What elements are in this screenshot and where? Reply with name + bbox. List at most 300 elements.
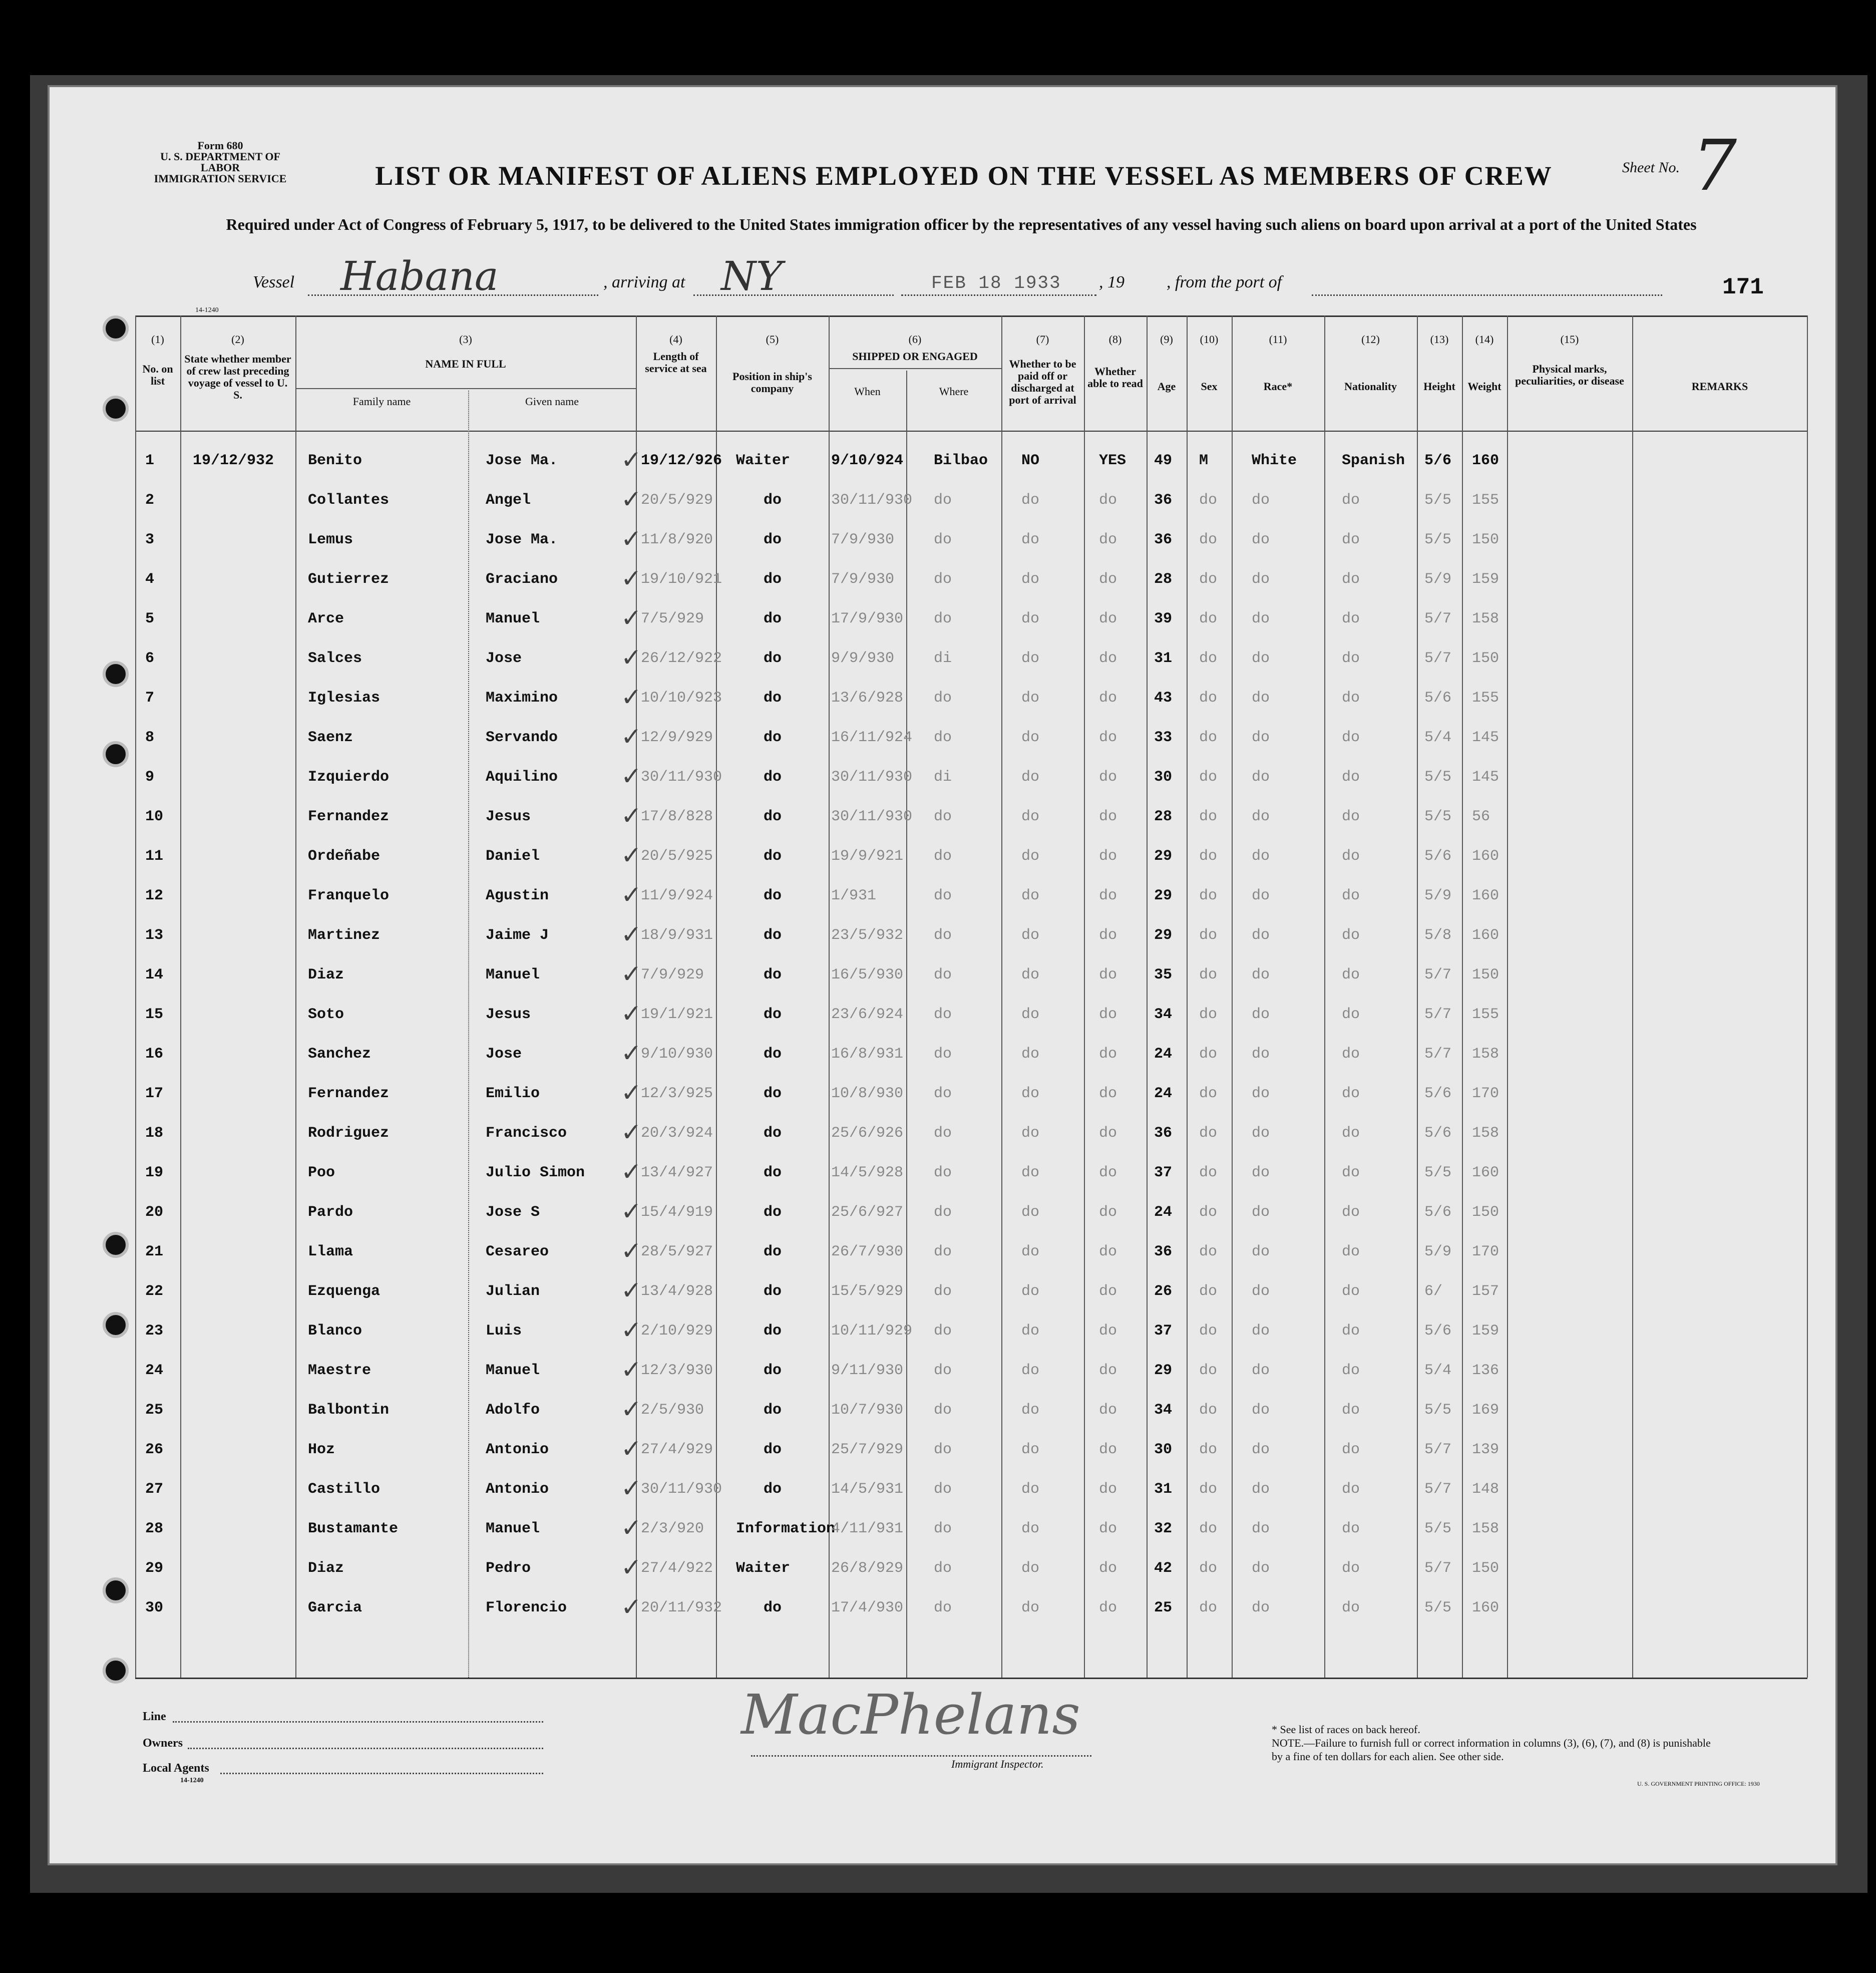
- weight: 150: [1472, 531, 1499, 548]
- nationality: do: [1342, 492, 1360, 509]
- height: 5/6: [1424, 1323, 1452, 1340]
- punch-hole-icon: [103, 1577, 129, 1603]
- table-row: [135, 601, 1807, 641]
- vessel-label: Vessel: [253, 273, 295, 291]
- shipped-where: di: [934, 650, 952, 667]
- paid-off: do: [1021, 1599, 1040, 1616]
- given-name: Adolfo: [486, 1402, 540, 1419]
- length-of-service: 9/10/930: [641, 1046, 713, 1063]
- age: 33: [1154, 729, 1173, 746]
- family-name: Martinez: [308, 927, 381, 944]
- race: do: [1252, 1243, 1270, 1260]
- position: Waiter: [736, 452, 791, 469]
- age: 24: [1154, 1046, 1173, 1063]
- checkmark-icon: ✓: [621, 1592, 642, 1621]
- table-row: [135, 1590, 1807, 1630]
- given-name: Francisco: [486, 1125, 567, 1142]
- col10-number: (10): [1200, 333, 1219, 346]
- family-name: Arce: [308, 610, 344, 627]
- family-name: Pardo: [308, 1204, 353, 1221]
- shipped-where: do: [934, 1283, 952, 1300]
- family-name-header: Family name: [352, 395, 411, 408]
- nationality: do: [1342, 610, 1360, 627]
- paid-off: do: [1021, 1560, 1040, 1577]
- race: do: [1252, 690, 1270, 707]
- weight: 136: [1472, 1362, 1499, 1379]
- nationality: do: [1342, 571, 1360, 588]
- family-name: Balbontin: [308, 1402, 390, 1419]
- row-number: 11: [145, 848, 164, 865]
- length-of-service: 26/12/922: [641, 650, 722, 667]
- height: 5/6: [1424, 1204, 1452, 1221]
- form-number: Form 680: [197, 139, 243, 152]
- given-name: Manuel: [486, 966, 540, 983]
- shipped-when: 17/4/930: [831, 1599, 904, 1616]
- checkmark-icon: ✓: [621, 1039, 642, 1068]
- given-name: Jaime J: [486, 927, 549, 944]
- height: 5/9: [1424, 887, 1452, 904]
- checkmark-icon: ✓: [621, 1513, 642, 1542]
- position: do: [764, 650, 782, 667]
- footnote: [1272, 1723, 1722, 1763]
- given-name: Antonio: [486, 1441, 549, 1458]
- height: 5/9: [1424, 1243, 1452, 1260]
- length-of-service: 19/12/926: [641, 452, 722, 469]
- shipped-when: 7/9/930: [831, 571, 895, 588]
- given-name: Graciano: [486, 571, 558, 588]
- row-number: 8: [145, 729, 155, 746]
- col9-header: Age: [1157, 380, 1176, 393]
- table-row: [135, 1116, 1807, 1155]
- row-number: 10: [145, 808, 164, 825]
- age: 43: [1154, 690, 1173, 707]
- able-to-read: do: [1099, 650, 1117, 667]
- position: do: [764, 1323, 782, 1340]
- shipped-when: 4/11/931: [831, 1520, 904, 1537]
- row-number: 2: [145, 492, 155, 509]
- able-to-read: do: [1099, 1599, 1117, 1616]
- able-to-read: do: [1099, 848, 1117, 865]
- row-number: 14: [145, 966, 164, 983]
- given-name: Emilio: [486, 1085, 540, 1102]
- nationality: do: [1342, 1323, 1360, 1340]
- height: 5/7: [1424, 650, 1452, 667]
- nationality: do: [1342, 1085, 1360, 1102]
- shipped-when: 26/8/929: [831, 1560, 904, 1577]
- table-row: [135, 918, 1807, 957]
- able-to-read: do: [1099, 1204, 1117, 1221]
- able-to-read: do: [1099, 610, 1117, 627]
- weight: 155: [1472, 492, 1499, 509]
- height: 5/7: [1424, 966, 1452, 983]
- able-to-read: do: [1099, 1243, 1117, 1260]
- height: 5/5: [1424, 531, 1452, 548]
- col5-number: (5): [766, 333, 779, 346]
- length-of-service: 15/4/919: [641, 1204, 713, 1221]
- shipped-when: 7/9/930: [831, 531, 895, 548]
- given-name: Jesus: [486, 808, 531, 825]
- race: do: [1252, 650, 1270, 667]
- weight: 158: [1472, 1125, 1499, 1142]
- race: do: [1252, 1164, 1270, 1181]
- shipped-where: do: [934, 1046, 952, 1063]
- age: 29: [1154, 927, 1173, 944]
- race: do: [1252, 1402, 1270, 1419]
- age: 28: [1154, 571, 1173, 588]
- checkmark-icon: ✓: [621, 959, 642, 989]
- shipped-when: 16/8/931: [831, 1046, 904, 1063]
- position: do: [764, 1481, 782, 1498]
- shipped-when: 9/10/924: [831, 452, 904, 469]
- height: 5/5: [1424, 769, 1452, 786]
- inspector-label: Immigrant Inspector.: [951, 1758, 1044, 1770]
- shipped-when: 30/11/930: [831, 769, 913, 786]
- footer-form-code: 14-1240: [180, 1777, 204, 1784]
- row-number: 9: [145, 769, 155, 786]
- col3-header: NAME IN FULL: [425, 358, 506, 370]
- weight: 139: [1472, 1441, 1499, 1458]
- able-to-read: do: [1099, 492, 1117, 509]
- position: do: [764, 769, 782, 786]
- checkmark-icon: ✓: [621, 524, 642, 553]
- shipped-where: do: [934, 887, 952, 904]
- punch-hole-icon: [103, 741, 129, 767]
- checkmark-icon: ✓: [621, 841, 642, 870]
- row-number: 4: [145, 571, 155, 588]
- able-to-read: do: [1099, 1560, 1117, 1577]
- paid-off: do: [1021, 966, 1040, 983]
- row-number: 28: [145, 1520, 164, 1537]
- shipped-where: do: [934, 1599, 952, 1616]
- nationality: do: [1342, 1441, 1360, 1458]
- able-to-read: do: [1099, 690, 1117, 707]
- checkmark-icon: ✓: [621, 1355, 642, 1384]
- length-of-service: 27/4/922: [641, 1560, 713, 1577]
- paid-off: do: [1021, 1520, 1040, 1537]
- shipped-where: do: [934, 690, 952, 707]
- shipped-when: 19/9/921: [831, 848, 904, 865]
- weight: 155: [1472, 1006, 1499, 1023]
- punch-hole-icon: [103, 1232, 129, 1258]
- vessel-name: Habana: [340, 253, 499, 299]
- paid-off: do: [1021, 927, 1040, 944]
- race: do: [1252, 729, 1270, 746]
- arriving-port: NY: [721, 253, 783, 299]
- given-name: Cesareo: [486, 1243, 549, 1260]
- race: do: [1252, 887, 1270, 904]
- owners-label: Owners: [143, 1737, 183, 1750]
- sex: do: [1199, 729, 1218, 746]
- position: do: [764, 927, 782, 944]
- checkmark-icon: ✓: [621, 1316, 642, 1345]
- sex: do: [1199, 531, 1218, 548]
- nationality: do: [1342, 1560, 1360, 1577]
- given-name: Antonio: [486, 1481, 549, 1498]
- checkmark-icon: ✓: [621, 1236, 642, 1265]
- height: 5/6: [1424, 848, 1452, 865]
- nationality: do: [1342, 690, 1360, 707]
- height: 5/6: [1424, 452, 1452, 469]
- family-name: Gutierrez: [308, 571, 390, 588]
- table-row: [135, 522, 1807, 562]
- sex: M: [1199, 452, 1209, 469]
- year-label: , 19: [1099, 273, 1124, 291]
- col15-header: Physical marks, peculiarities, or disease: [1515, 363, 1624, 387]
- given-name: Aquilino: [486, 769, 558, 786]
- sex: do: [1199, 1560, 1218, 1577]
- checkmark-icon: ✓: [621, 643, 642, 672]
- family-name: Fernandez: [308, 1085, 390, 1102]
- weight: 155: [1472, 690, 1499, 707]
- shipped-when: 14/5/928: [831, 1164, 904, 1181]
- height: 5/7: [1424, 1006, 1452, 1023]
- paid-off: do: [1021, 690, 1040, 707]
- family-name: Iglesias: [308, 690, 381, 707]
- table-row: [135, 1432, 1807, 1472]
- row-number: 12: [145, 887, 164, 904]
- shipped-where: do: [934, 1204, 952, 1221]
- race: do: [1252, 1006, 1270, 1023]
- position: do: [764, 729, 782, 746]
- nationality: do: [1342, 769, 1360, 786]
- page-subtitle: Required under Act of Congress of February 5, 1917, to be delivered to the United States immigration officer by the representatives of any vessel having such aliens on board upon arrival at a port of the United States: [226, 215, 1697, 233]
- race: do: [1252, 1599, 1270, 1616]
- table-row: [135, 1353, 1807, 1393]
- height: 5/5: [1424, 1402, 1452, 1419]
- col7-header: Whether to be paid off or discharged at port of arrival: [1009, 358, 1076, 406]
- shipped-where: do: [934, 1125, 952, 1142]
- department: U. S. DEPARTMENT OF LABOR: [160, 150, 280, 174]
- table-row: [135, 720, 1807, 760]
- age: 24: [1154, 1085, 1173, 1102]
- shipped-where: di: [934, 769, 952, 786]
- shipped-when: 9/11/930: [831, 1362, 904, 1379]
- position: do: [764, 848, 782, 865]
- position: do: [764, 1402, 782, 1419]
- family-name: Bustamante: [308, 1520, 399, 1537]
- owners-field: [188, 1748, 543, 1749]
- race: do: [1252, 808, 1270, 825]
- family-name: Lemus: [308, 531, 353, 548]
- age: 31: [1154, 650, 1173, 667]
- able-to-read: do: [1099, 1481, 1117, 1498]
- height: 5/7: [1424, 1560, 1452, 1577]
- age: 30: [1154, 1441, 1173, 1458]
- height: 5/9: [1424, 571, 1452, 588]
- nationality: do: [1342, 650, 1360, 667]
- checkmark-icon: ✓: [621, 1078, 642, 1107]
- height: 5/4: [1424, 1362, 1452, 1379]
- row-number: 18: [145, 1125, 164, 1142]
- date-line: [901, 294, 1096, 296]
- given-name: Manuel: [486, 610, 540, 627]
- race: do: [1252, 1481, 1270, 1498]
- race: do: [1252, 1046, 1270, 1063]
- position: do: [764, 1204, 782, 1221]
- table-row: [135, 1195, 1807, 1234]
- given-name: Jose Ma.: [486, 452, 558, 469]
- weight: 150: [1472, 1560, 1499, 1577]
- row-number: 25: [145, 1402, 164, 1419]
- col2-header: State whether member of crew last preceding voyage of vessel to U. S.: [184, 353, 291, 401]
- col4-header: Length of service at sea: [645, 350, 707, 375]
- height: 5/5: [1424, 808, 1452, 825]
- position: do: [764, 1125, 782, 1142]
- date-stamp: FEB 18 1933: [931, 273, 1061, 293]
- length-of-service: 7/9/929: [641, 966, 704, 983]
- sex: do: [1199, 1243, 1218, 1260]
- paid-off: NO: [1021, 452, 1040, 469]
- paid-off: do: [1021, 531, 1040, 548]
- shipped-sub-divider: [829, 368, 1001, 369]
- table-bottom-border: [135, 1678, 1807, 1679]
- col11-header: Race*: [1263, 380, 1293, 393]
- family-name: Diaz: [308, 966, 344, 983]
- nationality: do: [1342, 1283, 1360, 1300]
- weight: 56: [1472, 808, 1490, 825]
- shipped-where: do: [934, 1362, 952, 1379]
- from-port-label: , from the port of: [1167, 273, 1282, 291]
- given-name: Jose: [486, 1046, 522, 1063]
- position: do: [764, 571, 782, 588]
- paid-off: do: [1021, 1481, 1040, 1498]
- table-row: [135, 839, 1807, 878]
- race: do: [1252, 1125, 1270, 1142]
- height: 5/6: [1424, 1125, 1452, 1142]
- shipped-where: do: [934, 492, 952, 509]
- length-of-service: 19/1/921: [641, 1006, 713, 1023]
- race: do: [1252, 848, 1270, 865]
- page-title: LIST OR MANIFEST OF ALIENS EMPLOYED ON THE VESSEL AS MEMBERS OF CREW: [375, 161, 1553, 191]
- shipped-when: 16/5/930: [831, 966, 904, 983]
- weight: 170: [1472, 1085, 1499, 1102]
- age: 37: [1154, 1323, 1173, 1340]
- remarks-header: REMARKS: [1691, 380, 1748, 393]
- sex: do: [1199, 1481, 1218, 1498]
- weight: 159: [1472, 1323, 1499, 1340]
- shipped-where: do: [934, 1323, 952, 1340]
- family-name: Sanchez: [308, 1046, 371, 1063]
- race: do: [1252, 1560, 1270, 1577]
- able-to-read: do: [1099, 769, 1117, 786]
- position: do: [764, 531, 782, 548]
- row-number: 3: [145, 531, 155, 548]
- shipped-when: 17/9/930: [831, 610, 904, 627]
- given-name: Jose: [486, 650, 522, 667]
- position: do: [764, 1599, 782, 1616]
- given-name: Jesus: [486, 1006, 531, 1023]
- weight: 160: [1472, 1599, 1499, 1616]
- shipped-where: do: [934, 848, 952, 865]
- position: do: [764, 492, 782, 509]
- family-name: Diaz: [308, 1560, 344, 1577]
- position: do: [764, 1243, 782, 1260]
- checkmark-icon: ✓: [621, 801, 642, 830]
- col1-number: (1): [151, 333, 164, 346]
- sex: do: [1199, 848, 1218, 865]
- shipped-where: do: [934, 1402, 952, 1419]
- shipped-where: do: [934, 966, 952, 983]
- sex: do: [1199, 610, 1218, 627]
- length-of-service: 12/3/925: [641, 1085, 713, 1102]
- height: 5/5: [1424, 1164, 1452, 1181]
- paid-off: do: [1021, 650, 1040, 667]
- sex: do: [1199, 1046, 1218, 1063]
- row-number: 1: [145, 452, 155, 469]
- nationality: do: [1342, 1046, 1360, 1063]
- shipped-where: do: [934, 1520, 952, 1537]
- row-number: 15: [145, 1006, 164, 1023]
- age: 36: [1154, 1243, 1173, 1260]
- height: 5/6: [1424, 690, 1452, 707]
- height: 6/: [1424, 1283, 1443, 1300]
- punch-hole-icon: [103, 1312, 129, 1338]
- shipped-where: do: [934, 610, 952, 627]
- nationality: do: [1342, 966, 1360, 983]
- length-of-service: 7/5/929: [641, 610, 704, 627]
- table-row: [135, 681, 1807, 720]
- weight: 157: [1472, 1283, 1499, 1300]
- row-number: 23: [145, 1323, 164, 1340]
- age: 36: [1154, 492, 1173, 509]
- table-row: [135, 1511, 1807, 1551]
- nationality: do: [1342, 1006, 1360, 1023]
- paid-off: do: [1021, 1204, 1040, 1221]
- position: do: [764, 808, 782, 825]
- nationality: do: [1342, 887, 1360, 904]
- height: 5/7: [1424, 1046, 1452, 1063]
- race: do: [1252, 966, 1270, 983]
- length-of-service: 20/3/924: [641, 1125, 713, 1142]
- col3-number: (3): [459, 333, 472, 346]
- able-to-read: do: [1099, 966, 1117, 983]
- position: do: [764, 887, 782, 904]
- family-name: Poo: [308, 1164, 335, 1181]
- checkmark-icon: ✓: [621, 1276, 642, 1305]
- race: White: [1252, 452, 1297, 469]
- length-of-service: 20/11/932: [641, 1599, 722, 1616]
- row-number: 24: [145, 1362, 164, 1379]
- paid-off: do: [1021, 492, 1040, 509]
- shipped-when: 30/11/930: [831, 492, 913, 509]
- family-name: Castillo: [308, 1481, 381, 1498]
- row-number: 17: [145, 1085, 164, 1102]
- paid-off: do: [1021, 1283, 1040, 1300]
- length-of-service: 28/5/927: [641, 1243, 713, 1260]
- col13-number: (13): [1430, 333, 1449, 346]
- sex: do: [1199, 1362, 1218, 1379]
- col1-header: No. on list: [142, 363, 173, 387]
- sex: do: [1199, 492, 1218, 509]
- row-number: 19: [145, 1164, 164, 1181]
- race: do: [1252, 571, 1270, 588]
- checkmark-icon: ✓: [621, 1553, 642, 1582]
- row-number: 20: [145, 1204, 164, 1221]
- height: 5/4: [1424, 729, 1452, 746]
- sex: do: [1199, 1599, 1218, 1616]
- weight: 159: [1472, 571, 1499, 588]
- checkmark-icon: ✓: [621, 1434, 642, 1463]
- checkmark-icon: ✓: [621, 603, 642, 632]
- age: 29: [1154, 1362, 1173, 1379]
- given-name: Florencio: [486, 1599, 567, 1616]
- checkmark-icon: ✓: [621, 683, 642, 712]
- row-number: 30: [145, 1599, 164, 1616]
- family-name: Blanco: [308, 1323, 362, 1340]
- table-row: [135, 997, 1807, 1037]
- paid-off: do: [1021, 610, 1040, 627]
- sex: do: [1199, 769, 1218, 786]
